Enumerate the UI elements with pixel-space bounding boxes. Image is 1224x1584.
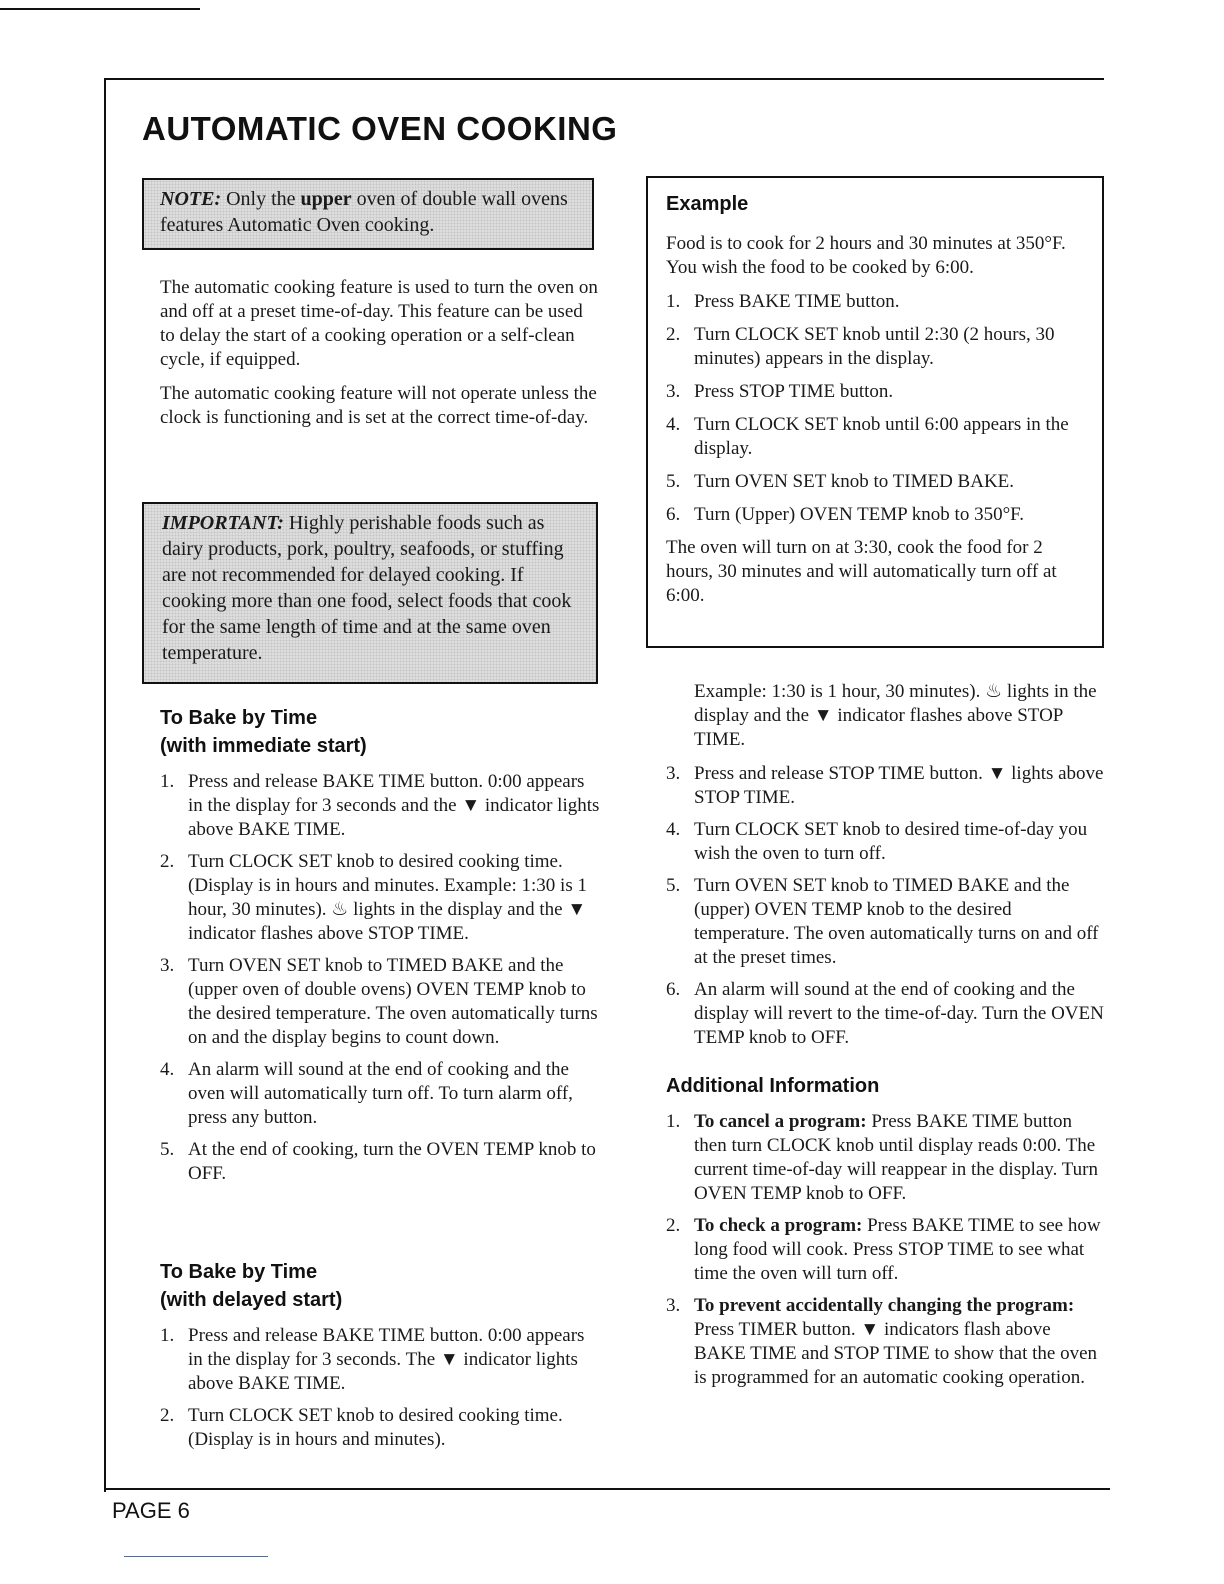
step-number: 5. [666,471,681,492]
item-text: Press BAKE TIME button then turn CLOCK knob until display reads 0:00. The current time-of-day will reappear in the display. Turn OVEN TEMP knob to OFF. [694,1111,1098,1204]
heading-line: To Bake by Time [160,1261,318,1283]
delayed-steps [160,1324,600,1452]
delayed-heading [160,1258,600,1314]
top-rule [104,78,1104,80]
important-text: Highly perishable foods such as dairy products, pork, poultry, seafoods, or stuffing are not recommended for delayed cooking. If cooking more than one food, select foods that cook for the same length of time and at the same oven temperature. [162,512,572,664]
step-text: Turn CLOCK SET knob to desired cooking time. (Display is in hours and minutes). [188,1405,563,1450]
item-number: 2. [666,1215,681,1236]
immediate-heading [160,704,600,760]
step-number: 1. [160,771,175,792]
bottom-rule [104,1488,1110,1490]
intro-paragraph: The automatic cooking feature will not operate unless the clock is functioning and is set at the correct time-of-day. [160,383,597,428]
step-item [160,954,600,1050]
step-text: Turn OVEN SET knob to TIMED BAKE and the (upper) OVEN TEMP knob to the desired temperature. The oven automatically turns on and off at the preset times. [694,875,1099,968]
step-number: 2. [160,851,175,872]
step-text: Press STOP TIME button. [694,381,894,402]
step-item [160,1404,600,1452]
step-item [666,470,1084,494]
item-lead: To cancel a program: [694,1111,867,1132]
step-item [160,1324,600,1396]
immediate-start-section [160,704,600,1194]
additional-info-section [666,1072,1106,1398]
note-text-before: Only the [226,188,296,210]
step-item [666,818,1106,866]
step-number: 6. [666,504,681,525]
immediate-steps [160,770,600,1186]
note-label: NOTE: [160,188,222,210]
item-number: 1. [666,1111,681,1132]
item-text: Press BAKE TIME to see how long food will cook. Press STOP TIME to see what time the oven will turn off. [694,1215,1101,1284]
info-item [666,1294,1106,1390]
step-item [160,1138,600,1186]
step-text: Turn OVEN SET knob to TIMED BAKE and the (upper oven of double ovens) OVEN TEMP knob to the desired temperature. The oven automatically turns on and the display begins to count down. [188,955,598,1048]
step-text: Press and release BAKE TIME button. 0:00 appears in the display for 3 seconds and the ▼ indicator lights above BAKE TIME. [188,771,600,840]
step-number: 3. [160,955,175,976]
example-outro: The oven will turn on at 3:30, cook the food for 2 hours, 30 minutes and will automatically turn off at 6:00. [666,537,1057,606]
step-number: 4. [666,819,681,840]
step-text: At the end of cooking, turn the OVEN TEMP knob to OFF. [188,1139,596,1184]
note-text-after: oven of double wall ovens features Automatic Oven cooking. [160,188,568,236]
step-item [666,380,1084,404]
step-text: Press and release STOP TIME button. ▼ lights above STOP TIME. [694,763,1104,808]
example-steps [666,290,1084,527]
heading-line: (with immediate start) [160,735,367,757]
heading-line: To Bake by Time [160,707,318,729]
step-text: Press and release BAKE TIME button. 0:00 appears in the display for 3 seconds. The ▼ indicator lights above BAKE TIME. [188,1325,585,1394]
step-text: Turn (Upper) OVEN TEMP knob to 350°F. [694,504,1024,525]
step-text: Press BAKE TIME button. [694,291,900,312]
step-text: Turn CLOCK SET knob until 6:00 appears in the display. [694,414,1069,459]
item-number: 3. [666,1295,681,1316]
delayed-continuation: Example: 1:30 is 1 hour, 30 minutes). ♨ lights in the display and the ▼ indicator flashes above STOP TIME. [694,681,1097,750]
step-number: 4. [160,1059,175,1080]
important-label: IMPORTANT: [162,512,284,534]
step-number: 4. [666,414,681,435]
step-number: 1. [666,291,681,312]
bottom-edge-mark [124,1556,268,1557]
step-text: Turn CLOCK SET knob to desired cooking time. (Display is in hours and minutes. Example: 1:30 is 1 hour, 30 minutes). ♨ lights in the display and the ▼ indicator flashes above STOP TIME. [188,851,587,944]
delayed-start-continued [666,680,1106,1058]
step-item [666,323,1084,371]
step-item [160,1058,600,1130]
info-item [666,1110,1106,1206]
note-callout [142,178,594,250]
example-heading: Example [666,193,749,215]
step-number: 6. [666,979,681,1000]
step-number: 3. [666,763,681,784]
step-item [666,978,1106,1050]
step-item [160,850,600,946]
page-title: AUTOMATIC OVEN COOKING [142,110,618,147]
step-text: Turn CLOCK SET knob until 2:30 (2 hours, 30 minutes) appears in the display. [694,324,1055,369]
info-item [666,1214,1106,1286]
item-lead: To check a program: [694,1215,863,1236]
step-item [666,874,1106,970]
step-item [666,503,1084,527]
additional-heading: Additional Information [666,1075,880,1097]
page-number: PAGE 6 [112,1498,190,1523]
step-text: Turn CLOCK SET knob to desired time-of-day you wish the oven to turn off. [694,819,1088,864]
item-text: Press TIMER button. ▼ indicators flash above BAKE TIME and STOP TIME to show that the oven is programmed for an automatic cooking operation. [694,1319,1098,1388]
step-number: 1. [160,1325,175,1346]
step-text: An alarm will sound at the end of cooking and the display will revert to the time-of-day. Turn the OVEN TEMP knob to OFF. [694,979,1104,1048]
step-item [666,290,1084,314]
example-intro: Food is to cook for 2 hours and 30 minutes at 350°F. You wish the food to be cooked by 6:00. [666,233,1066,278]
step-number: 2. [160,1405,175,1426]
top-edge-mark [0,8,200,10]
additional-items [666,1110,1106,1390]
step-item [666,413,1084,461]
example-box [646,176,1104,648]
note-bold: upper [300,188,352,210]
step-number: 3. [666,381,681,402]
left-rule [104,78,106,1492]
step-item [160,770,600,842]
step-number: 2. [666,324,681,345]
intro-paragraph: The automatic cooking feature is used to turn the oven on and off at a preset time-of-day. This feature can be used to delay the start of a cooking operation or a self-clean cycle, if equipped. [160,277,598,370]
heading-line: (with delayed start) [160,1289,343,1311]
intro-section [160,276,600,440]
delayed-start-section [160,1258,600,1460]
item-lead: To prevent accidentally changing the program: [694,1295,1075,1316]
important-callout [142,502,598,684]
step-text: An alarm will sound at the end of cooking and the oven will automatically turn off. To turn alarm off, press any button. [188,1059,573,1128]
step-text: Turn OVEN SET knob to TIMED BAKE. [694,471,1015,492]
step-number: 5. [160,1139,175,1160]
delayed-steps-continued [666,762,1106,1050]
step-item [666,762,1106,810]
step-number: 5. [666,875,681,896]
